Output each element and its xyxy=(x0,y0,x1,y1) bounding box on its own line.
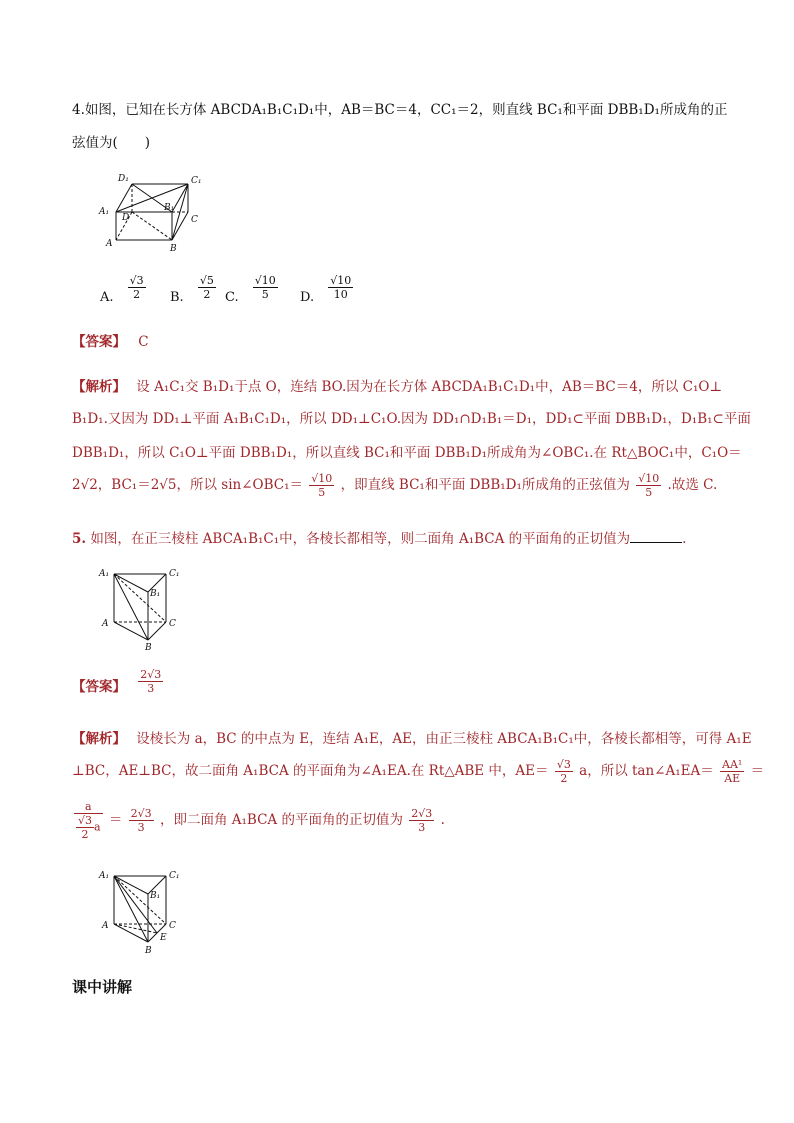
q4-stem-line2: 弦值为( ) xyxy=(72,135,151,151)
label-a1: A₁ xyxy=(99,871,110,881)
q4-analysis-frac1-num: √10 xyxy=(311,472,333,485)
label-b1: B₁ xyxy=(164,203,175,213)
q4-option-c-num: √10 xyxy=(254,274,276,287)
q5-answer-frac xyxy=(138,668,163,695)
q5-analysis-text3d: . xyxy=(440,812,445,828)
q4-analysis-text1: 设 A₁C₁交 B₁D₁于点 O，连结 BO.因为在长方体 ABCDA₁B₁C₁D₁中，AB＝BC＝4，所以 C₁O⊥ xyxy=(136,379,723,395)
q5-answer-tag: 【答案】 xyxy=(72,679,126,695)
label-d: D xyxy=(122,213,130,223)
q4-analysis-frac2-num: √10 xyxy=(638,472,660,485)
q5-answer xyxy=(72,668,165,695)
q4-analysis-frac1 xyxy=(309,472,334,499)
q4-option-b-frac xyxy=(198,274,216,301)
q5-analysis-frac4 xyxy=(129,807,154,834)
q5-analysis-frac2 xyxy=(720,758,744,785)
q4-option-a-frac xyxy=(128,274,146,301)
q5-analysis-frac4-num: 2√3 xyxy=(130,807,152,820)
q5-stem-text: 如图，在正三棱柱 ABCA₁B₁C₁中，各棱长都相等，则二面角 A₁BCA 的平面角的正切值为 xyxy=(86,531,631,547)
q4-analysis-line2: B₁D₁.又因为 DD₁⊥平面 A₁B₁C₁D₁，所以 DD₁⊥C₁O.因为 DD₁∩D₁B₁＝D₁，DD₁⊂平面 DBB₁D₁，D₁B₁⊂平面 xyxy=(72,411,751,427)
q4-analysis-line1 xyxy=(72,378,722,396)
q5-analysis-text2b: a，所以 tan∠A₁EA＝ xyxy=(579,763,714,779)
label-a: A xyxy=(102,619,109,629)
label-b1: B₁ xyxy=(150,589,161,599)
q4-analysis-line4 xyxy=(72,472,717,499)
q4-option-b-label: B. xyxy=(170,290,184,305)
q5-prism-figure xyxy=(96,566,186,652)
q4-analysis-text4b: ，即直线 BC₁和平面 DBB₁D₁所成角的正弦值为 xyxy=(340,477,630,493)
q5-analysis-frac2-den: AE xyxy=(724,772,741,785)
q4-option-b-den: 2 xyxy=(203,288,211,301)
q4-option-c-frac xyxy=(253,274,278,301)
q5-analysis-frac3-num: a xyxy=(74,800,103,814)
q4-option-c-label: C. xyxy=(225,290,239,305)
q5-analysis-text1: 设棱长为 a，BC 的中点为 E，连结 A₁E，AE，由正三棱柱 ABCA₁B₁C₁中，各棱长都相等，可得 A₁E xyxy=(136,731,752,747)
label-c1: C₁ xyxy=(191,176,202,186)
q5-analysis-prism-figure xyxy=(96,868,186,956)
q4-option-b xyxy=(170,274,218,305)
q4-answer-value: C xyxy=(138,334,149,350)
q4-option-d-den: 10 xyxy=(333,288,348,301)
label-b: B xyxy=(145,946,152,956)
label-e: E xyxy=(160,933,167,943)
q5-analysis-line2 xyxy=(72,758,764,785)
q4-option-a-num: √3 xyxy=(129,274,144,287)
label-c1: C₁ xyxy=(169,569,180,579)
q5-analysis-frac4-den: 3 xyxy=(137,821,145,834)
q4-option-d-label: D. xyxy=(300,290,315,305)
q5-answer-blank xyxy=(630,542,682,543)
label-b: B xyxy=(145,643,152,652)
q5-analysis-frac3-inner xyxy=(76,814,94,841)
q5-analysis-frac3 xyxy=(74,800,103,841)
q4-option-d-frac xyxy=(328,274,353,301)
label-a: A xyxy=(106,239,113,249)
q5-analysis-frac3-den xyxy=(74,814,103,841)
q4-option-a xyxy=(100,274,148,305)
q5-analysis-text2a: ⊥BC，AE⊥BC，故二面角 A₁BCA 的平面角为∠A₁EA.在 Rt△ABE 中，AE＝ xyxy=(72,763,549,779)
label-a1: A₁ xyxy=(99,207,110,217)
q5-analysis-frac3-inner-den: 2 xyxy=(81,828,89,841)
label-c: C xyxy=(169,619,176,629)
q4-option-a-den: 2 xyxy=(133,288,141,301)
q4-analysis-text4c: .故选 C. xyxy=(667,477,718,493)
q4-analysis-frac1-den: 5 xyxy=(318,486,326,499)
q5-analysis-tag: 【解析】 xyxy=(72,731,126,747)
q4-option-a-label: A. xyxy=(100,290,114,305)
label-c: C xyxy=(169,921,176,931)
q4-analysis-frac2-den: 5 xyxy=(645,486,653,499)
q4-option-d-num: √10 xyxy=(330,274,352,287)
q4-cuboid-figure xyxy=(96,170,216,254)
section-heading: 课中讲解 xyxy=(72,978,133,996)
label-b: B xyxy=(170,244,177,254)
label-c1: C₁ xyxy=(169,871,180,881)
q5-analysis-frac2-num: AA¹ xyxy=(722,758,743,771)
q5-analysis-frac1-num: √3 xyxy=(556,758,571,771)
q5-stem-end: . xyxy=(682,531,687,547)
q5-analysis-frac1 xyxy=(555,758,573,785)
q5-analysis-line3 xyxy=(72,800,445,841)
q4-option-c-den: 5 xyxy=(261,288,269,301)
q4-analysis-tag: 【解析】 xyxy=(72,379,126,395)
q5-analysis-frac3-inner-num: √3 xyxy=(78,814,93,827)
q5-analysis-text2c: ＝ xyxy=(750,763,765,779)
label-b1: B₁ xyxy=(150,891,161,901)
q4-analysis-line3: DBB₁D₁，所以 C₁O⊥平面 DBB₁D₁，所以直线 BC₁和平面 DBB₁D₁所成角为∠OBC₁.在 Rt△BOC₁中，C₁O＝ xyxy=(72,445,742,461)
q5-analysis-text3b: ＝ xyxy=(108,812,123,828)
q5-analysis-frac3-a: a xyxy=(94,820,101,834)
q5-stem-num: 5. xyxy=(72,531,87,547)
q5-analysis-frac5-den: 3 xyxy=(418,821,426,834)
q5-answer-den: 3 xyxy=(147,682,155,695)
label-a1: A₁ xyxy=(99,569,110,579)
q4-option-c xyxy=(225,274,280,305)
q4-answer-tag: 【答案】 xyxy=(72,334,126,350)
q4-answer xyxy=(72,333,149,351)
q5-answer-num: 2√3 xyxy=(140,668,162,681)
q5-stem xyxy=(72,530,686,548)
label-a: A xyxy=(102,921,109,931)
q5-analysis-frac1-den: 2 xyxy=(560,772,568,785)
q4-option-d xyxy=(300,274,355,305)
q5-analysis-line1 xyxy=(72,730,752,748)
q5-analysis-text3c: ，即二面角 A₁BCA 的平面角的正切值为 xyxy=(159,812,403,828)
q5-analysis-frac5 xyxy=(409,807,434,834)
q5-analysis-frac5-num: 2√3 xyxy=(411,807,433,820)
q4-stem-line1: 4.如图，已知在长方体 ABCDA₁B₁C₁D₁中，AB＝BC＝4，CC₁＝2，则直线 BC₁和平面 DBB₁D₁所成角的正 xyxy=(72,102,728,118)
label-d1: D₁ xyxy=(118,174,129,184)
q4-analysis-text4a: 2√2，BC₁＝2√5，所以 sin∠OBC₁＝ xyxy=(72,477,303,493)
q4-option-b-num: √5 xyxy=(199,274,214,287)
label-c: C xyxy=(191,215,198,225)
q4-analysis-frac2 xyxy=(636,472,661,499)
